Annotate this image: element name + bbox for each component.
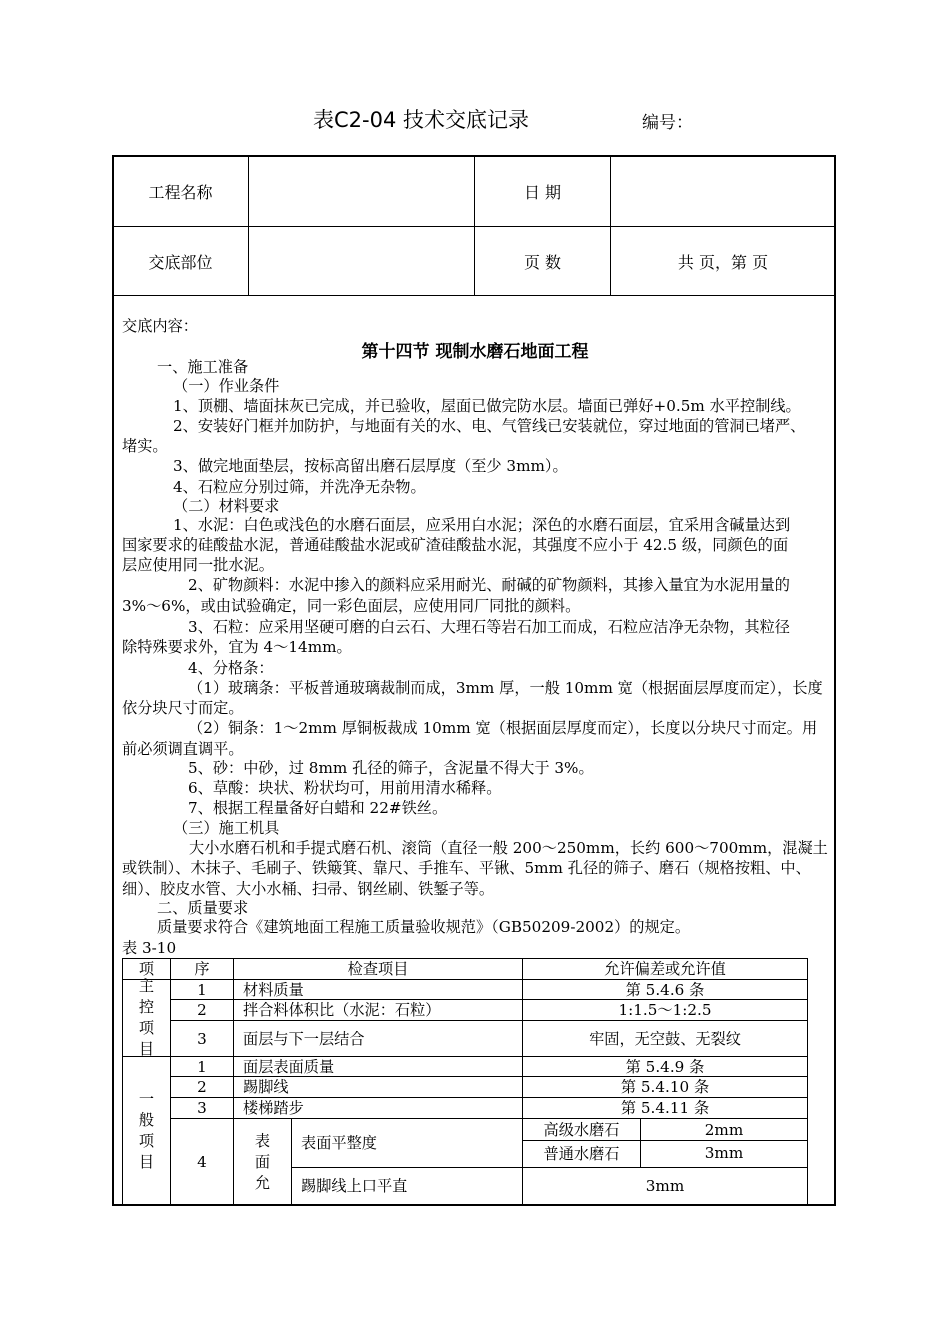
content-line: （1）玻璃条：平板普通玻璃裁制而成，3mm 厚，一般 10mm 宽（根据面层厚度而定），长度	[188, 679, 823, 697]
allowed-value: 第 5.4.6 条	[625, 980, 705, 999]
column-header: 序	[194, 960, 210, 978]
content-line: 或铁制）、木抹子、毛刷子、铁簸箕、靠尺、手推车、平锹、5mm 孔径的筛子、磨石（规格按粗、中、	[122, 859, 811, 877]
content-line: 除特殊要求外，宜为 4～14mm。	[122, 638, 352, 656]
content-line: 5、砂：中砂，过 8mm 孔径的筛子，含泥量不得大于 3%。	[188, 759, 594, 777]
content-line: 1、水泥：白色或浅色的水磨石面层，应采用白水泥；深色的水磨石面层，宜采用含碱量达到	[173, 516, 791, 534]
row-number: 1	[197, 980, 207, 999]
group-label-main-text: 主控项目	[138, 977, 155, 1058]
table-caption: 表 3-10	[122, 939, 177, 957]
grid-line	[807, 958, 808, 1204]
content-line: 7、根据工程量备好白蜡和 22#铁丝。	[188, 799, 448, 817]
content-line: 堵实。	[122, 437, 168, 455]
check-item: 材料质量	[243, 980, 304, 999]
group-label-general-text: 一般项目	[138, 1089, 155, 1171]
date-label: 日 期	[523, 183, 562, 202]
row-number: 3	[197, 1029, 207, 1048]
content-line: 2、矿物颜料：水泥中掺入的颜料应采用耐光、耐碱的矿物颜料，其掺入量宜为水泥用量的	[188, 576, 790, 594]
document-title: 表C2-04 技术交底记录	[313, 108, 529, 132]
check-item: 面层表面质量	[243, 1057, 335, 1076]
check-item: 拌合料体积比（水泥：石粒）	[243, 1001, 441, 1019]
handover-part-label: 交底部位	[148, 252, 213, 272]
project-name-label: 工程名称	[148, 183, 213, 202]
section-heading: 第十四节 现制水磨石地面工程	[361, 342, 589, 362]
content-line: （2）铜条：1～2mm 厚铜板裁成 10mm 宽（根据面层厚度而定），长度以分块尺寸而定。用	[188, 719, 818, 737]
allowed-value: 第 5.4.10 条	[620, 1078, 710, 1096]
date-field[interactable]	[611, 157, 835, 226]
check-item: 踢脚线	[243, 1078, 289, 1096]
grid-line	[113, 295, 835, 296]
check-item: 表面平整度	[301, 1134, 377, 1152]
allowed-value: 3mm	[645, 1177, 685, 1195]
allowed-value: 第 5.4.11 条	[620, 1099, 710, 1117]
content-line: 4、石粒应分别过筛，并洗净无杂物。	[173, 478, 426, 496]
content-line: 国家要求的硅酸盐水泥，普通硅酸盐水泥或矿渣硅酸盐水泥，其强度不应小于 42.5 级，同颜色的面	[122, 536, 789, 554]
allowed-value: 第 5.4.9 条	[625, 1057, 705, 1076]
group-label-main	[123, 977, 170, 1058]
content-line: 4、分格条：	[188, 659, 274, 677]
content-line: 3、做完地面垫层，按标高留出磨石层厚度（至少 3mm）。	[173, 457, 568, 475]
allowed-value: 3mm	[704, 1144, 744, 1162]
content-line: 层应使用同一批水泥。	[122, 556, 274, 574]
row-number: 4	[197, 1152, 207, 1171]
row-number: 2	[197, 1078, 207, 1096]
column-header: 项	[138, 960, 155, 978]
row-number: 2	[197, 1001, 207, 1019]
content-line: 大小水磨石机和手提式磨石机、滚筒（直径一般 200～250mm，长约 600～700mm，混凝土	[189, 839, 828, 857]
content-line: 3%～6%，或由试验确定，同一彩色面层，应使用同厂同批的颜料。	[122, 597, 581, 615]
content-line: 细）、胶皮水管、大小水桶、扫帚、钢丝刷、铁錾子等。	[122, 880, 495, 898]
column-header: 检查项目	[347, 960, 409, 978]
content-line: 6、草酸：块状、粉状均可，用前用清水稀释。	[188, 779, 502, 797]
check-item: 楼梯踏步	[243, 1099, 304, 1117]
group-label-general	[123, 1057, 170, 1204]
grade-label: 高级水磨石	[543, 1120, 620, 1139]
content-line: 质量要求符合《建筑地面工程施工质量验收规范》（GB50209-2002）的规定。	[157, 918, 691, 936]
check-item: 踢脚线上口平直	[301, 1177, 408, 1195]
pages-label: 页 数	[523, 252, 562, 272]
content-line: 依分块尺寸而定。	[122, 699, 244, 717]
content-line: 2、安装好门框并加防护，与地面有关的水、电、气管线已安装就位，穿过地面的管洞已堵严、	[173, 417, 806, 435]
check-item: 面层与下一层结合	[243, 1029, 365, 1048]
grid-line	[122, 1204, 808, 1205]
row-number: 3	[197, 1099, 207, 1117]
content-line: 3、石粒：应采用坚硬可磨的白云石、大理石等岩石加工而成，石粒应洁净无杂物，其粒径	[188, 618, 790, 636]
handover-part-field[interactable]	[249, 227, 474, 295]
column-header: 允许偏差或允许值	[604, 960, 726, 978]
content-label: 交底内容：	[122, 317, 198, 335]
document-number-label: 编号：	[642, 113, 693, 133]
row-number: 1	[197, 1057, 207, 1076]
sub-group-label	[234, 1119, 291, 1204]
content-line: （一）作业条件	[173, 377, 280, 395]
sub-group-label-text: 表面允	[254, 1132, 271, 1192]
content-line: 1、顶棚、墙面抹灰已完成，并已验收，屋面已做完防水层。墙面已弹好+0.5m 水平控制线。	[173, 397, 801, 415]
content-line: （二）材料要求	[173, 497, 280, 515]
project-name-field[interactable]	[249, 157, 474, 226]
content-line: （三）施工机具	[173, 819, 280, 837]
content-line: 二、质量要求	[157, 899, 249, 917]
pages-value: 共 页，第 页	[677, 252, 769, 272]
content-line: 前必须调直调平。	[122, 740, 244, 758]
allowed-value: 牢固，无空鼓、无裂纹	[589, 1029, 741, 1048]
grade-label: 普通水磨石	[543, 1145, 620, 1163]
allowed-value: 2mm	[704, 1120, 744, 1139]
allowed-value: 1:1.5～1:2.5	[618, 1001, 712, 1019]
content-line: 一、施工准备	[157, 358, 249, 376]
